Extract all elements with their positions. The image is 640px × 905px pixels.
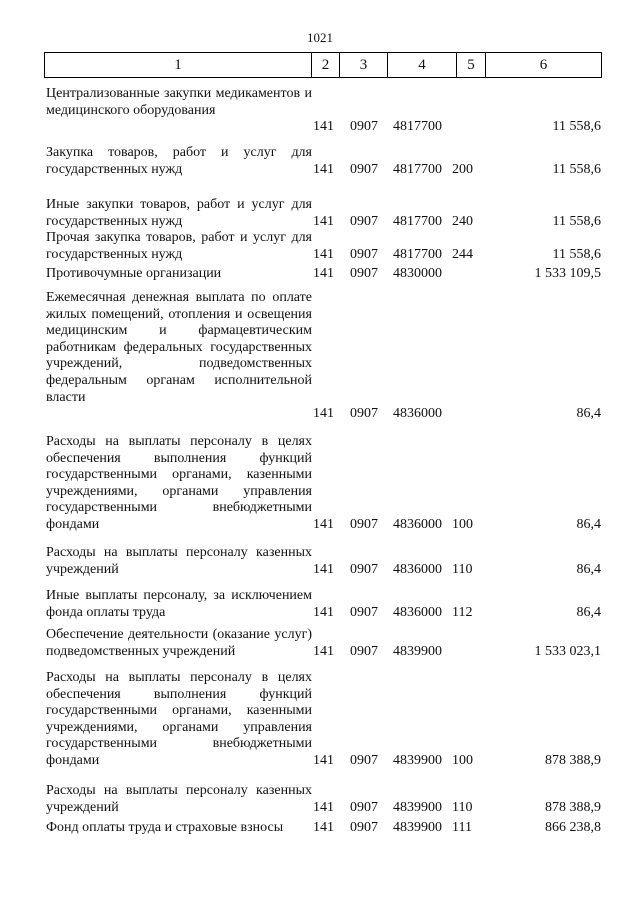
table-row: [44, 145, 604, 178]
row-name: Обеспечение деятельности (оказание услуг) подведомственных учреждений: [46, 627, 312, 659]
row-target-article: 4817700: [393, 119, 442, 135]
row-name: Фонд оплаты труда и страховые взносы: [46, 820, 284, 835]
row-section: 0907: [350, 119, 378, 135]
row-target-article: 4839900: [393, 753, 442, 768]
row-section: 0907: [350, 799, 378, 815]
row-name: Расходы на выплаты персоналу в целях обеспечения выполнения функций государственными органами, казенными учреждениями, органами управления государственными внебюджетными фондами: [46, 670, 312, 768]
row-section: 0907: [350, 517, 378, 532]
row-target-article: 4817700: [393, 161, 442, 177]
row-section: 0907: [350, 820, 378, 835]
row-target-article: 4830000: [393, 266, 442, 281]
row-sum: 86,4: [576, 561, 601, 577]
row-expense-type: 110: [452, 561, 473, 577]
table-row: [44, 290, 604, 423]
row-ved: 141: [313, 213, 334, 229]
row-target-article: 4839900: [393, 820, 442, 835]
row-sum: 11 558,6: [552, 119, 601, 135]
row-name: Иные выплаты персоналу, за исключением фонда оплаты труда: [46, 588, 312, 620]
row-sum: 1 533 109,5: [534, 266, 601, 281]
row-ved: 141: [313, 643, 334, 659]
row-ved: 141: [313, 799, 334, 815]
row-ved: 141: [313, 561, 334, 577]
row-section: 0907: [350, 604, 378, 620]
table-row: [44, 266, 604, 283]
row-ved: 141: [313, 161, 334, 177]
table-row: [44, 670, 604, 770]
row-sum: 878 388,9: [545, 753, 601, 768]
row-ved: 141: [313, 753, 334, 768]
row-ved: 141: [313, 266, 334, 281]
row-sum: 1 533 023,1: [534, 643, 601, 659]
table-row: [44, 230, 604, 263]
row-target-article: 4817700: [393, 213, 442, 229]
table-row: [44, 545, 604, 578]
row-section: 0907: [350, 753, 378, 768]
row-target-article: 4839900: [393, 799, 442, 815]
row-name: Прочая закупка товаров, работ и услуг для государственных нужд: [46, 230, 312, 262]
row-expense-type: 112: [452, 604, 473, 620]
row-target-article: 4836000: [393, 604, 442, 620]
row-name: Закупка товаров, работ и услуг для государственных нужд: [46, 145, 312, 177]
row-section: 0907: [350, 161, 378, 177]
row-sum: 11 558,6: [552, 161, 601, 177]
row-target-article: 4836000: [393, 561, 442, 577]
row-sum: 86,4: [576, 517, 601, 532]
row-name: Ежемесячная денежная выплата по оплате жилых помещений, отопления и освещения медицинским и фармацевтическим работникам федеральных государственных учреждений, подведомственных федеральным органам исполнительной власти: [46, 290, 312, 405]
row-target-article: 4836000: [393, 406, 442, 422]
row-expense-type: 111: [452, 820, 472, 835]
row-ved: 141: [313, 820, 334, 835]
header-col-4: 4: [388, 53, 457, 77]
row-section: 0907: [350, 213, 378, 229]
table-row: [44, 434, 604, 534]
header-col-5: 5: [457, 53, 486, 77]
row-ved: 141: [313, 406, 334, 422]
row-sum: 866 238,8: [545, 820, 601, 835]
page-number: 1021: [307, 30, 333, 45]
row-ved: 141: [313, 604, 334, 620]
row-expense-type: 200: [452, 161, 473, 177]
row-section: 0907: [350, 266, 378, 281]
row-name: Расходы на выплаты персоналу в целях обеспечения выполнения функций государственными органами, казенными учреждениями, органами управления государственными внебюджетными фондами: [46, 434, 312, 532]
table-header: [44, 52, 602, 78]
row-ved: 141: [313, 119, 334, 135]
table-row: [44, 86, 604, 136]
header-col-2: 2: [312, 53, 340, 77]
row-sum: 878 388,9: [545, 799, 601, 815]
row-ved: 141: [313, 517, 334, 532]
row-sum: 86,4: [576, 604, 601, 620]
row-expense-type: 240: [452, 213, 473, 229]
table-row: [44, 783, 604, 816]
row-name: Противочумные организации: [46, 266, 222, 281]
row-expense-type: 100: [452, 753, 473, 768]
row-expense-type: 100: [452, 517, 473, 532]
row-name: Расходы на выплаты персоналу казенных учреждений: [46, 783, 312, 815]
table-row: [44, 588, 604, 621]
row-target-article: 4817700: [393, 246, 442, 262]
row-section: 0907: [350, 561, 378, 577]
row-name: Расходы на выплаты персоналу казенных учреждений: [46, 545, 312, 577]
row-sum: 11 558,6: [552, 213, 601, 229]
row-expense-type: 110: [452, 799, 473, 815]
row-section: 0907: [350, 246, 378, 262]
table-row: [44, 197, 604, 230]
table-row: [44, 627, 604, 660]
row-name: Централизованные закупки медикаментов и медицинского оборудования: [46, 86, 312, 118]
row-sum: 11 558,6: [552, 246, 601, 262]
table-row: [44, 820, 604, 837]
header-col-3: 3: [340, 53, 388, 77]
row-section: 0907: [350, 643, 378, 659]
header-col-1: 1: [45, 53, 312, 77]
row-target-article: 4836000: [393, 517, 442, 532]
row-ved: 141: [313, 246, 334, 262]
row-section: 0907: [350, 406, 378, 422]
header-col-6: 6: [539, 56, 548, 73]
row-name: Иные закупки товаров, работ и услуг для государственных нужд: [46, 197, 312, 229]
row-target-article: 4839900: [393, 643, 442, 659]
row-expense-type: 244: [452, 246, 473, 262]
row-sum: 86,4: [576, 406, 601, 422]
